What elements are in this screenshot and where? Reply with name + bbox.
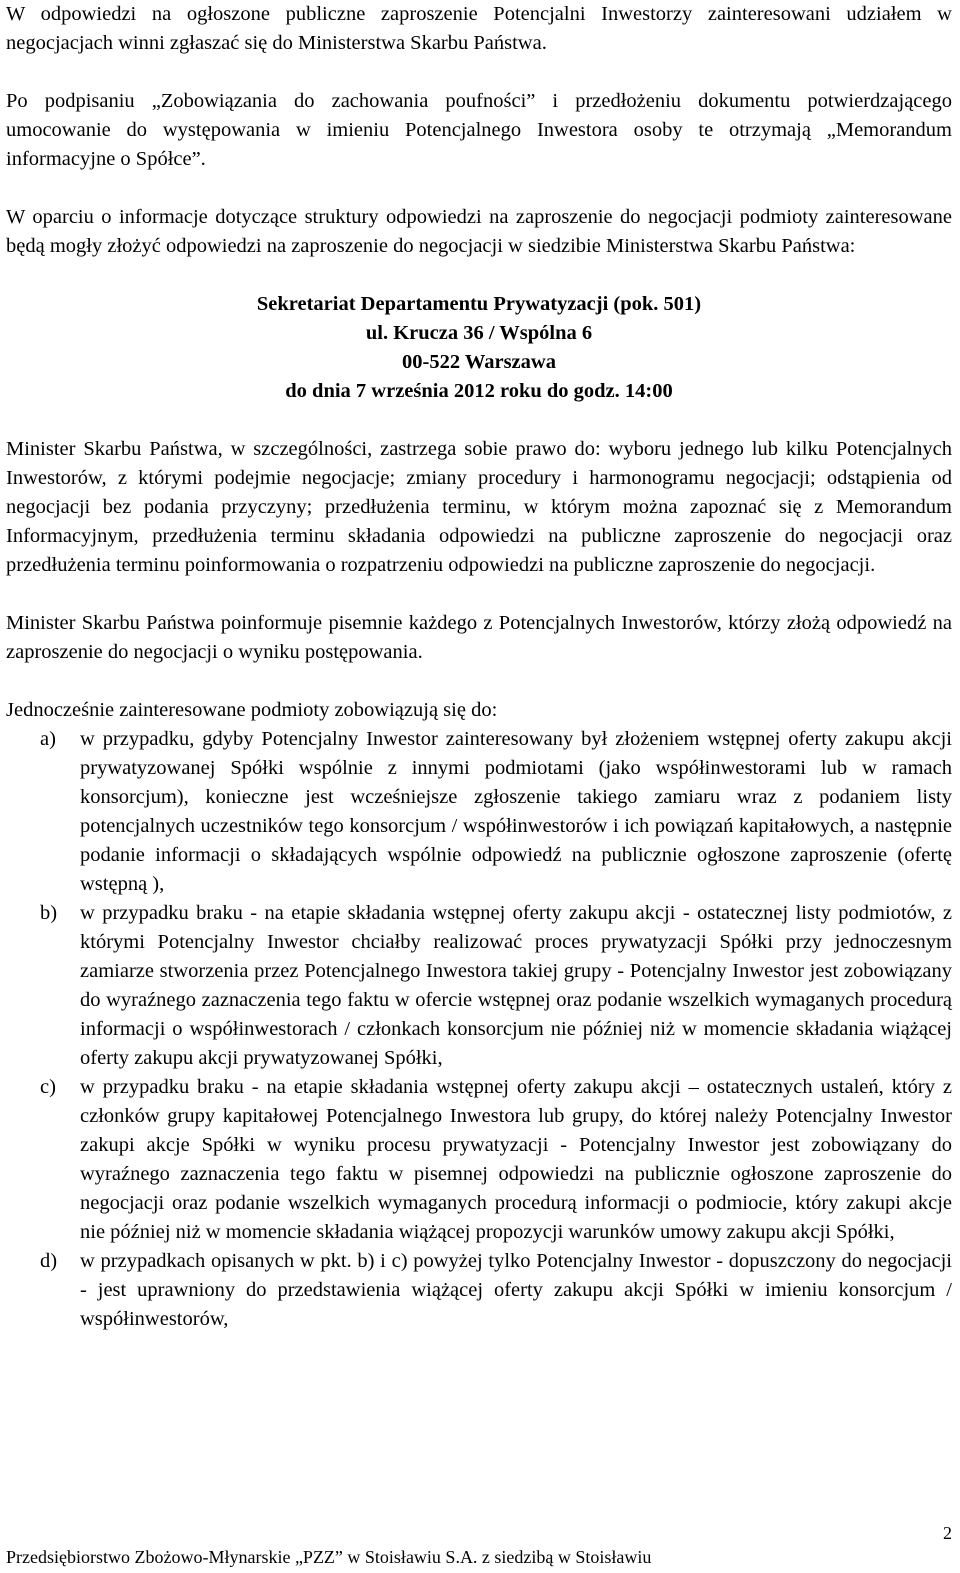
- address-line-office: Sekretariat Departamentu Prywatyzacji (pok. 501): [256, 293, 702, 315]
- paragraph-memorandum-info: Po podpisaniu „Zobowiązania do zachowania poufności” i przedłożeniu dokumentu potwierdzającego umocowanie do występowania w imieniu Potencjalnego Inwestora osoby te otrzymają „Memorandum informacyjne o Spółce”.: [6, 90, 952, 170]
- address-block: [6, 290, 952, 406]
- list-item-text: w przypadku braku - na etapie składania wstępnej oferty zakupu akcji - ostatecznej listy podmiotów, z którymi Potencjalny Inwestor chciałby realizować proces prywatyzacji Spółki przy jednoczesnym zamiarze stworzenia przez Potencjalnego Inwestora takiej grupy - Potencjalny Inwestor jest zobowiązany do wyraźnego zaznaczenia tego faktu w ofercie wstępnej oraz podanie wszelkich wymaganych procedurą informacji o współinwestorach / członkach konsorcjum nie później niż w momencie składania wiążącej oferty zakupu akcji prywatyzowanej Spółki,: [80, 902, 952, 1069]
- page-number: 2: [943, 1523, 952, 1543]
- list-item-text: w przypadku braku - na etapie składania wstępnej oferty zakupu akcji – ostatecznych ustaleń, który z członków grupy kapitałowej Potencjalnego Inwestora lub grupy, do której należy Potencjalny Inwestor zakupi akcje Spółki w wyniku procesu prywatyzacji - Potencjalny Inwestor jest zobowiązany do wyraźnego zaznaczenia tego faktu w pisemnej odpowiedzi na publicznie ogłoszone zaproszenie do negocjacji oraz podanie wszelkich wymaganych procedurą informacji o podmiocie, który zakupi akcje nie później niż w momencie składania wiążącej propozycji warunków umowy zakupu akcji Spółki,: [80, 1076, 952, 1243]
- list-marker: c): [40, 1076, 56, 1098]
- list-marker: b): [40, 902, 58, 924]
- address-line-street: ul. Krucza 36 / Wspólna 6: [365, 322, 593, 344]
- paragraph-minister-rights: Minister Skarbu Państwa, w szczególności, zastrzega sobie prawo do: wyboru jednego lub kilku Potencjalnych Inwestorów, z którymi podejmie negocjacje; zmiany procedury i harmonogramu negocjacji; odstąpienia od negocjacji bez podania przyczyny; przedłużenia terminu, w którym można zapoznać się z Memorandum Informacyjnym, przedłużenia terminu składania odpowiedzi na publiczne zaproszenie do negocjacji oraz przedłużenia terminu poinformowania o rozpatrzeniu odpowiedzi na publiczne zaproszenie do negocjacji.: [6, 438, 952, 576]
- paragraph-response-location: W oparciu o informacje dotyczące struktury odpowiedzi na zaproszenie do negocjacji podmioty zainteresowane będą mogły złożyć odpowiedzi na zaproszenie do negocjacji w siedzibie Ministerstwa Skarbu Państwa:: [6, 206, 952, 257]
- obligations-list: [6, 725, 952, 1334]
- document-page: [6, 0, 952, 1334]
- list-marker: d): [40, 1250, 58, 1272]
- page-footer: [6, 1523, 952, 1569]
- list-item: [6, 899, 952, 1073]
- list-item: [6, 725, 952, 899]
- address-line-deadline: do dnia 7 września 2012 roku do godz. 14:00: [285, 380, 673, 402]
- paragraph-minister-notification: Minister Skarbu Państwa poinformuje pisemnie każdego z Potencjalnych Inwestorów, którzy złożą odpowiedź na zaproszenie do negocjacji o wyniku postępowania.: [6, 612, 952, 663]
- list-item-text: w przypadku, gdyby Potencjalny Inwestor zainteresowany był złożeniem wstępnej oferty zakupu akcji prywatyzowanej Spółki wspólnie z innymi podmiotami (jako współinwestorami lub w ramach konsorcjum), konieczne jest wcześniejsze zgłoszenie takiego zamiaru wraz z podaniem listy potencjalnych uczestników tego konsorcjum / współinwestorów i ich powiązań kapitałowych, a następnie podanie informacji o składających wspólnie odpowiedź na publicznie ogłoszone zaproszenie (ofertę wstępną ),: [80, 728, 952, 895]
- address-line-city: 00-522 Warszawa: [402, 351, 556, 373]
- list-item: [6, 1247, 952, 1334]
- list-item: [6, 1073, 952, 1247]
- footer-company-name: Przedsiębiorstwo Zbożowo-Młynarskie „PZZ” w Stoisławiu S.A. z siedzibą w Stoisławiu: [6, 1547, 652, 1567]
- paragraph-obligations-intro: Jednocześnie zainteresowane podmioty zobowiązują się do:: [6, 699, 498, 721]
- list-marker: a): [40, 728, 56, 750]
- paragraph-submission-info: W odpowiedzi na ogłoszone publiczne zaproszenie Potencjalni Inwestorzy zainteresowani udziałem w negocjacjach winni zgłaszać się do Ministerstwa Skarbu Państwa.: [6, 3, 952, 54]
- list-item-text: w przypadkach opisanych w pkt. b) i c) powyżej tylko Potencjalny Inwestor - dopuszczony do negocjacji - jest uprawniony do przedstawienia wiążącej oferty zakupu akcji Spółki w imieniu konsorcjum / współinwestorów,: [80, 1250, 952, 1330]
